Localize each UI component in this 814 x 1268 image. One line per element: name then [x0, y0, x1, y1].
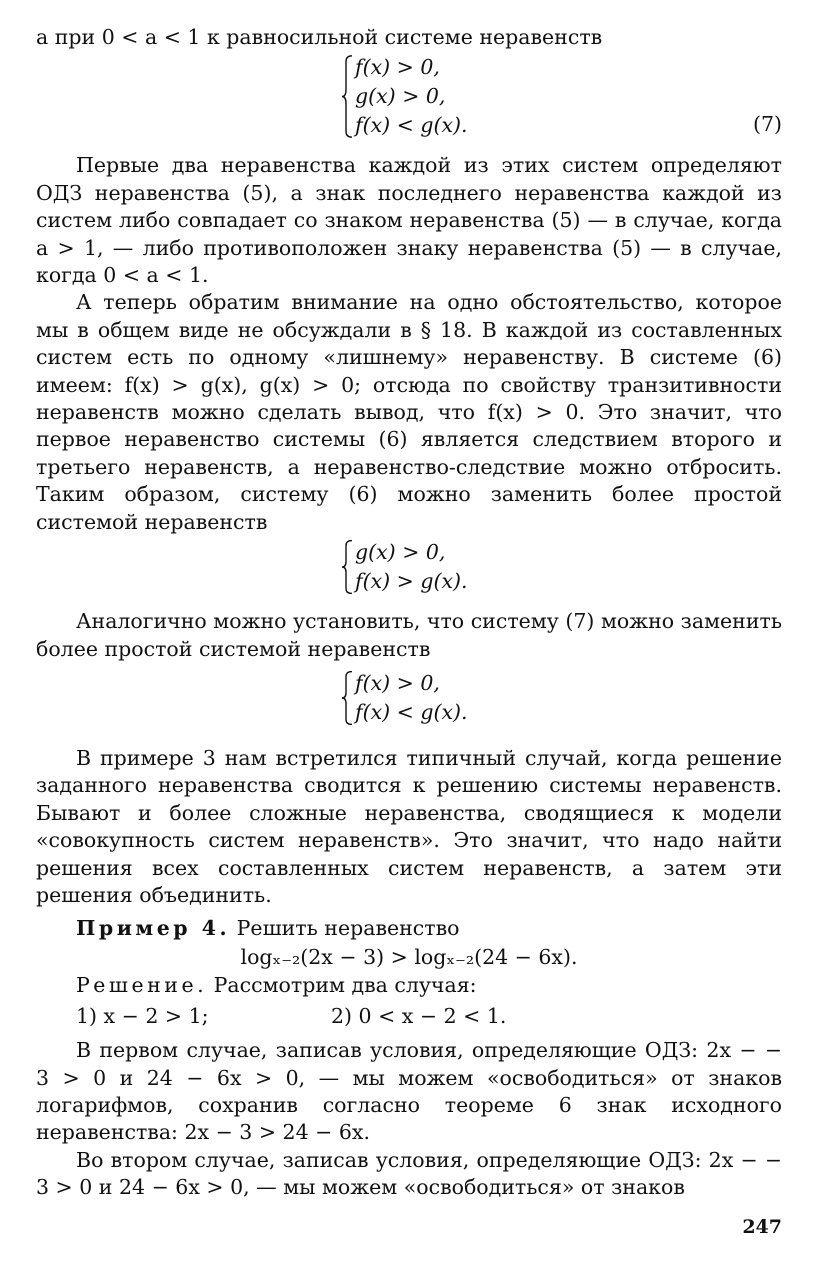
example-label: Пример 4.	[76, 916, 231, 941]
example-text: Решить неравенство	[230, 916, 460, 941]
curly-brace-icon	[341, 55, 353, 138]
solution-line	[36, 972, 782, 999]
solution-text: Рассмотрим два случая:	[207, 972, 477, 997]
system-6-simplified	[341, 538, 782, 596]
system-7-simplified	[341, 669, 782, 727]
curly-brace-icon	[341, 671, 353, 725]
system-7-row: g(x) > 0,	[355, 84, 446, 109]
case-1: 1) x − 2 > 1;	[76, 1004, 209, 1029]
solution-label: Решение.	[76, 972, 208, 997]
paragraph-2: А теперь обратим внимание на одно обстоятельство, которое мы в общем виде не обсуждали в § 18. В каждой из составленных систем есть по одному «лишнему» неравенству. В системе (6) имеем: f(x) > g(x), g(x) > 0; отсюда по свойству транзитивности неравенств можно сделать вывод, что f(x) > 0. Это значит, что первое неравенство системы (6) является следствием второго и третьего неравенств, а неравенство-следствие можно отбросить. Таким образом, систему (6) можно заменить более простой системой неравенств	[36, 290, 782, 534]
paragraph-4: В примере 3 нам встретился типичный случай, когда решение заданного неравенства сводится к решению системы неравенств. Бывают и более сложные неравенства, сводящиеся к модели «совокупность систем неравенств». Это значит, что надо найти решения всех составленных систем неравенств, а затем эти решения объединить.	[36, 745, 782, 907]
example-formula: logₓ₋₂(2x − 3) > logₓ₋₂(24 − 6x).	[240, 944, 578, 969]
system-6-row: g(x) > 0,	[355, 540, 446, 565]
system-7	[341, 53, 782, 140]
system-7-row: f(x) > 0,	[355, 55, 440, 80]
cases-row	[36, 1002, 782, 1031]
system-7s-row: f(x) < g(x).	[355, 699, 468, 724]
paragraph-6: Во втором случае, записав условия, определяющие ОДЗ: 2x − − 3 > 0 и 24 − 6x > 0, — мы можем «освободиться» от знаков	[36, 1147, 782, 1200]
page-number: 247	[742, 1216, 782, 1238]
page-body	[36, 24, 782, 1202]
system-7-row: f(x) < g(x).	[355, 113, 468, 138]
paragraph-3: Аналогично можно установить, что систему (7) можно заменить более простой системой неравенств	[36, 609, 782, 661]
intro-line: а при 0 < a < 1 к равносильной системе неравенств	[36, 25, 603, 49]
system-6-row: f(x) > g(x).	[355, 569, 468, 594]
case-2: 2) 0 < x − 2 < 1.	[331, 1004, 507, 1029]
equation-number-7: (7)	[752, 112, 782, 137]
curly-brace-icon	[341, 540, 353, 594]
example-4-line	[36, 915, 782, 942]
system-7s-row: f(x) > 0,	[355, 670, 440, 695]
paragraph-5: В первом случае, записав условия, определяющие ОДЗ: 2x − − 3 > 0 и 24 − 6x > 0, — мы можем «освободиться» от знаков логарифмов, сохранив согласно теореме 6 знак исходного неравенства: 2x − 3 > 24 − 6x.	[36, 1038, 782, 1145]
paragraph-1: Первые два неравенства каждой из этих систем определяют ОДЗ неравенства (5), а знак последнего неравенства каждой из систем либо совпадает со знаком неравенства (5) — в случае, когда a > 1, — либо противоположен знаку неравенства (5) — в случае, когда 0 < a < 1.	[36, 153, 782, 288]
